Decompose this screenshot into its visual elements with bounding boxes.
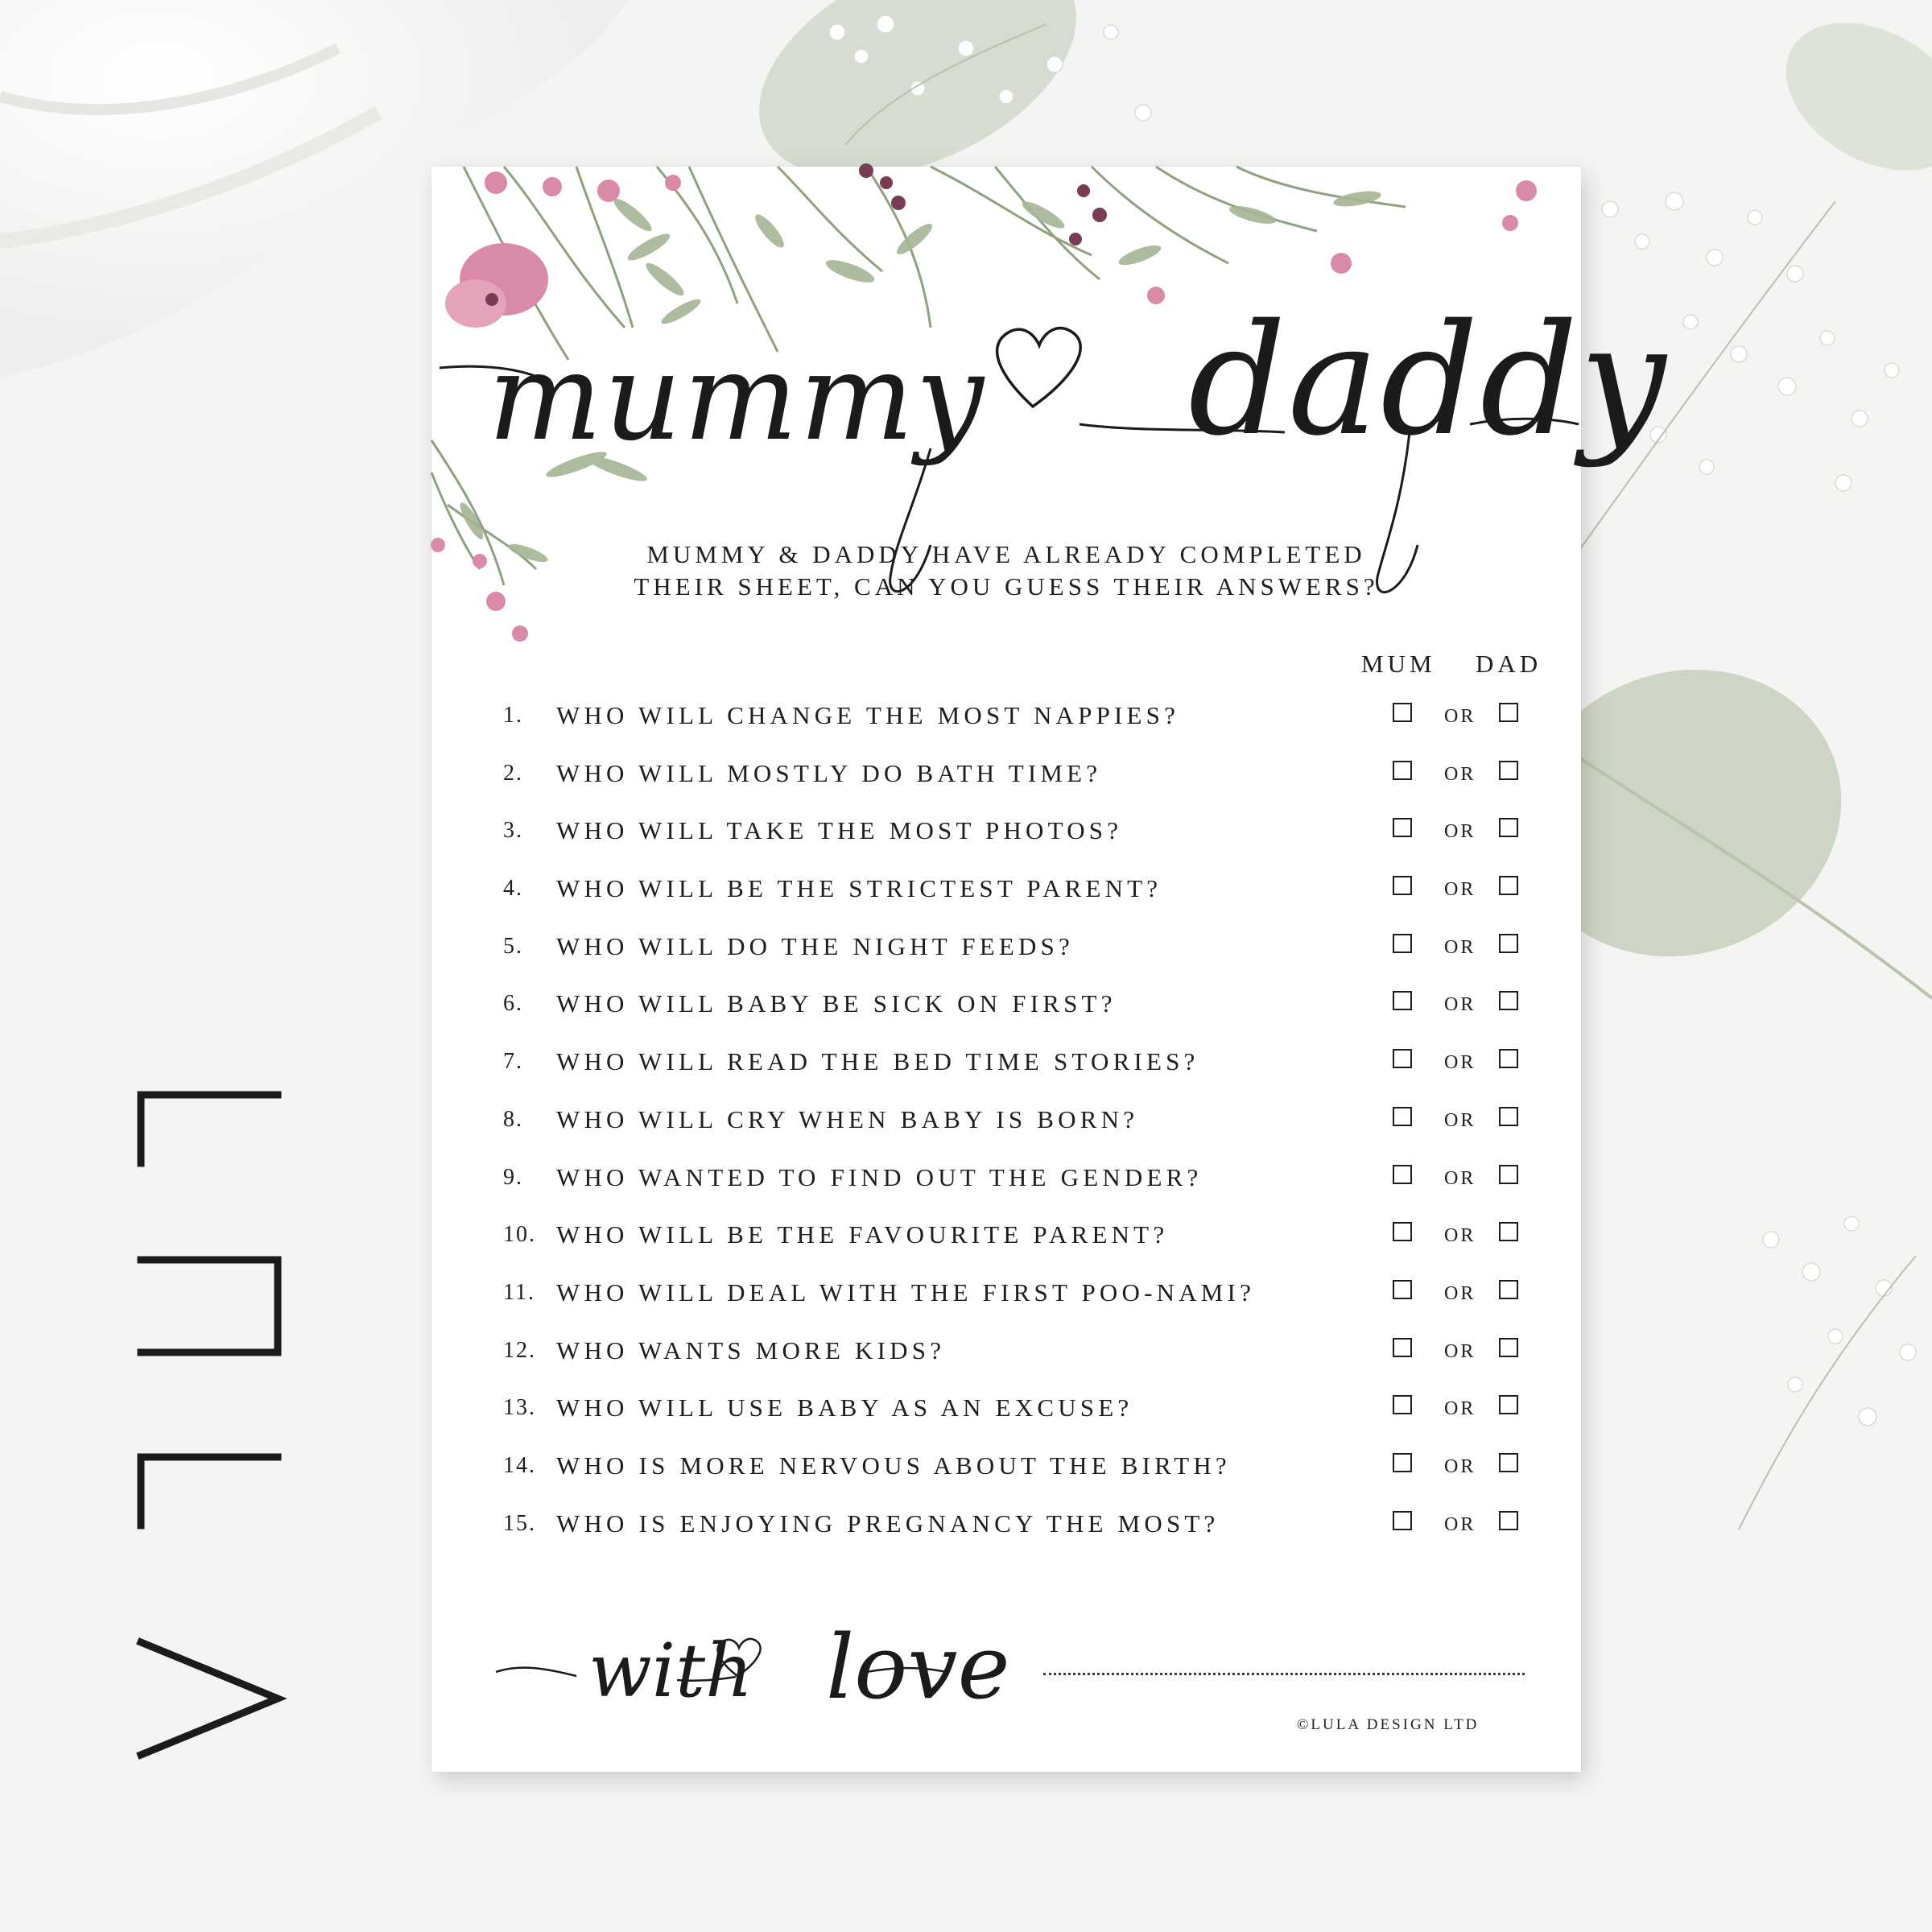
dad-checkbox[interactable] bbox=[1499, 1107, 1518, 1126]
question-text: WHO WILL BABY BE SICK ON FIRST? bbox=[556, 989, 1117, 1018]
question-text: WHO WANTED TO FIND OUT THE GENDER? bbox=[556, 1162, 1203, 1191]
title-mummy: mummy bbox=[488, 328, 986, 468]
dad-checkbox[interactable] bbox=[1499, 876, 1518, 895]
mum-checkbox[interactable] bbox=[1393, 1338, 1412, 1357]
or-label: OR bbox=[1444, 1398, 1476, 1420]
dad-checkbox[interactable] bbox=[1499, 991, 1518, 1010]
question-row bbox=[431, 973, 1581, 1031]
mum-checkbox[interactable] bbox=[1393, 1165, 1412, 1184]
question-row bbox=[431, 1031, 1581, 1089]
or-label: OR bbox=[1444, 994, 1476, 1016]
game-card bbox=[431, 167, 1668, 1772]
question-number: 11. bbox=[503, 1279, 535, 1305]
dad-checkbox[interactable] bbox=[1499, 1222, 1518, 1241]
question-row bbox=[431, 916, 1581, 974]
dad-checkbox[interactable] bbox=[1499, 934, 1518, 953]
question-row bbox=[431, 1204, 1581, 1262]
instructions-line-2: THEIR SHEET, CAN YOU GUESS THEIR ANSWERS? bbox=[634, 572, 1379, 601]
question-text: WHO WILL BE THE FAVOURITE PARENT? bbox=[556, 1220, 1169, 1249]
lula-logo bbox=[137, 1087, 306, 1811]
dad-checkbox[interactable] bbox=[1499, 1338, 1518, 1357]
question-number: 3. bbox=[503, 818, 523, 844]
or-label: OR bbox=[1444, 879, 1476, 901]
question-number: 6. bbox=[503, 991, 523, 1017]
mum-checkbox[interactable] bbox=[1393, 876, 1412, 895]
heart-icon bbox=[997, 328, 1081, 407]
question-row bbox=[431, 1262, 1581, 1320]
signature-line[interactable] bbox=[1043, 1673, 1525, 1675]
dad-checkbox[interactable] bbox=[1499, 761, 1518, 780]
or-label: OR bbox=[1444, 763, 1476, 785]
instructions bbox=[431, 539, 1581, 603]
question-row bbox=[431, 1320, 1581, 1378]
copyright: ©LULA DESIGN LTD bbox=[1297, 1716, 1480, 1733]
dad-checkbox[interactable] bbox=[1499, 703, 1518, 722]
question-number: 8. bbox=[503, 1106, 523, 1132]
question-text: WHO WILL CHANGE THE MOST NAPPIES? bbox=[556, 701, 1180, 729]
question-row bbox=[431, 800, 1581, 858]
question-text: WHO WILL USE BABY AS AN EXCUSE? bbox=[556, 1393, 1133, 1422]
mum-checkbox[interactable] bbox=[1393, 1395, 1412, 1414]
question-number: 10. bbox=[503, 1222, 536, 1248]
mum-checkbox[interactable] bbox=[1393, 761, 1412, 780]
mum-checkbox[interactable] bbox=[1393, 991, 1412, 1010]
or-label: OR bbox=[1444, 706, 1476, 727]
question-text: WHO WILL CRY WHEN BABY IS BORN? bbox=[556, 1104, 1139, 1133]
mum-checkbox[interactable] bbox=[1393, 1453, 1412, 1472]
mum-checkbox[interactable] bbox=[1393, 1107, 1412, 1126]
or-label: OR bbox=[1444, 1109, 1476, 1131]
dad-checkbox[interactable] bbox=[1499, 1511, 1518, 1530]
or-label: OR bbox=[1444, 1513, 1476, 1535]
question-row bbox=[431, 858, 1581, 916]
mum-checkbox[interactable] bbox=[1393, 1511, 1412, 1530]
dad-checkbox[interactable] bbox=[1499, 818, 1518, 837]
footer-with: with bbox=[588, 1628, 753, 1714]
dad-checkbox[interactable] bbox=[1499, 1280, 1518, 1299]
question-row bbox=[431, 1435, 1581, 1493]
question-number: 9. bbox=[503, 1164, 523, 1190]
question-number: 7. bbox=[503, 1049, 523, 1075]
instructions-line-1: MUMMY & DADDY HAVE ALREADY COMPLETED bbox=[646, 540, 1366, 568]
or-label: OR bbox=[1444, 1167, 1476, 1189]
or-label: OR bbox=[1444, 936, 1476, 958]
question-number: 15. bbox=[503, 1510, 536, 1536]
question-text: WHO WILL BE THE STRICTEST PARENT? bbox=[556, 874, 1162, 903]
question-row bbox=[431, 1377, 1581, 1435]
mum-checkbox[interactable] bbox=[1393, 934, 1412, 953]
question-text: WHO IS MORE NERVOUS ABOUT THE BIRTH? bbox=[556, 1451, 1231, 1480]
or-label: OR bbox=[1444, 821, 1476, 843]
question-text: WHO WANTS MORE KIDS? bbox=[556, 1335, 946, 1364]
mum-checkbox[interactable] bbox=[1393, 1280, 1412, 1299]
or-label: OR bbox=[1444, 1225, 1476, 1247]
question-text: WHO IS ENJOYING PREGNANCY THE MOST? bbox=[556, 1509, 1220, 1538]
mum-checkbox[interactable] bbox=[1393, 703, 1412, 722]
question-row bbox=[431, 1089, 1581, 1147]
footer-love: love bbox=[826, 1616, 1010, 1719]
question-number: 12. bbox=[503, 1337, 536, 1363]
title-daddy: daddy bbox=[1188, 291, 1668, 469]
column-header-dad: DAD bbox=[1476, 650, 1542, 678]
dad-checkbox[interactable] bbox=[1499, 1395, 1518, 1414]
question-text: WHO WILL DO THE NIGHT FEEDS? bbox=[556, 931, 1074, 960]
question-number: 13. bbox=[503, 1395, 536, 1421]
or-label: OR bbox=[1444, 1052, 1476, 1074]
or-label: OR bbox=[1444, 1455, 1476, 1477]
question-text: WHO WILL READ THE BED TIME STORIES? bbox=[556, 1047, 1199, 1076]
question-number: 4. bbox=[503, 876, 523, 902]
question-text: WHO WILL TAKE THE MOST PHOTOS? bbox=[556, 816, 1123, 845]
question-row bbox=[431, 1493, 1581, 1551]
mum-checkbox[interactable] bbox=[1393, 818, 1412, 837]
dad-checkbox[interactable] bbox=[1499, 1165, 1518, 1184]
question-text: WHO WILL MOSTLY DO BATH TIME? bbox=[556, 758, 1102, 787]
question-list bbox=[431, 685, 1581, 1550]
question-number: 2. bbox=[503, 760, 523, 786]
or-label: OR bbox=[1444, 1282, 1476, 1304]
question-number: 14. bbox=[503, 1452, 536, 1478]
question-row bbox=[431, 743, 1581, 801]
column-header-mum: MUM bbox=[1361, 650, 1436, 678]
question-text: WHO WILL DEAL WITH THE FIRST POO-NAMI? bbox=[556, 1278, 1256, 1307]
or-label: OR bbox=[1444, 1340, 1476, 1362]
dad-checkbox[interactable] bbox=[1499, 1453, 1518, 1472]
question-number: 1. bbox=[503, 703, 523, 728]
dad-checkbox[interactable] bbox=[1499, 1049, 1518, 1068]
question-number: 5. bbox=[503, 933, 523, 959]
question-row bbox=[431, 685, 1581, 743]
mum-checkbox[interactable] bbox=[1393, 1222, 1412, 1241]
mum-checkbox[interactable] bbox=[1393, 1049, 1412, 1068]
question-row bbox=[431, 1147, 1581, 1205]
